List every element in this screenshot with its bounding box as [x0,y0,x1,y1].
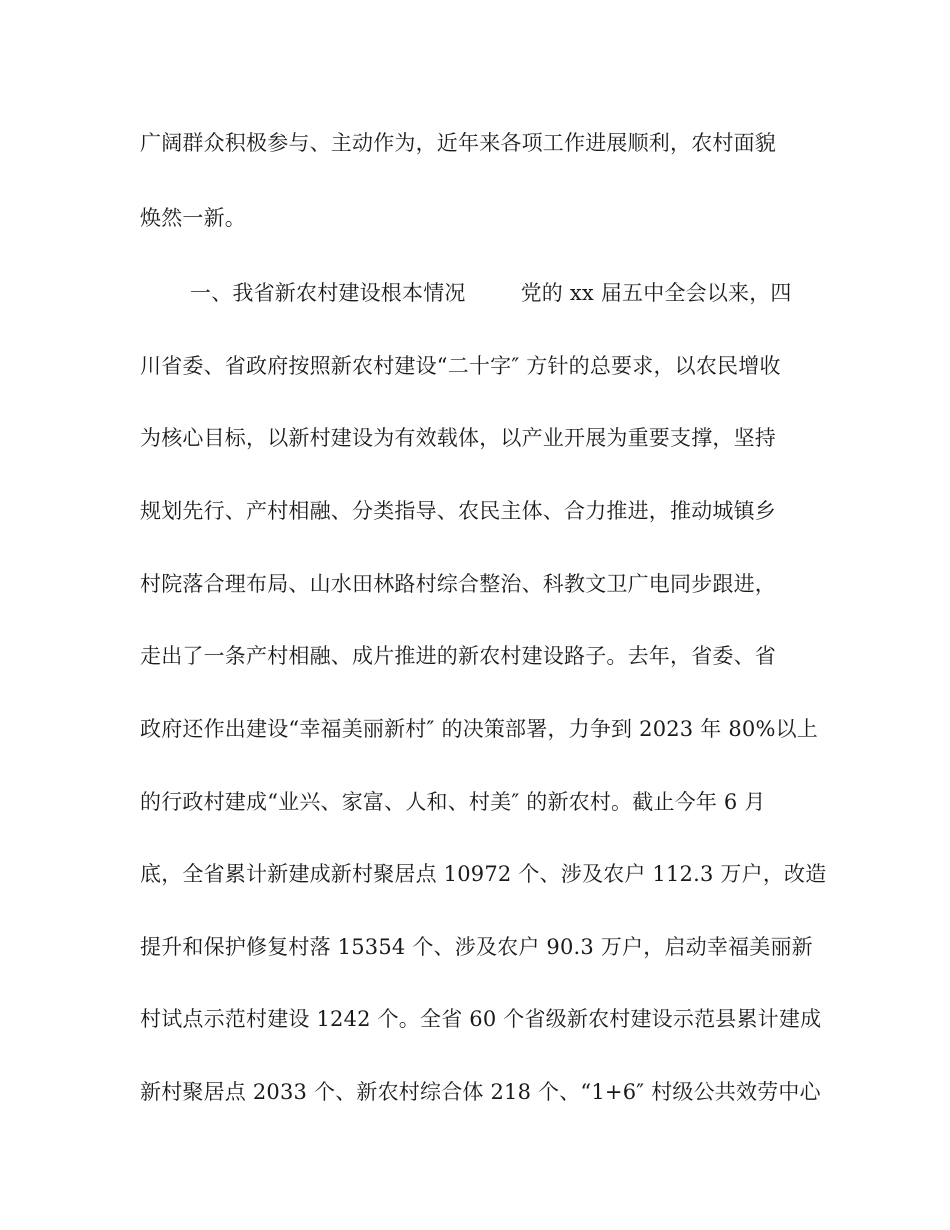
section-heading-line: 一、我省新农村建设根本情况 党的 xx 届五中全会以来，四 [190,281,792,305]
text-line-1: 广阔群众积极参与、主动作为，近年来各项工作进展顺利，农村面貌 [140,131,776,155]
text-line-6: 规划先行、产村相融、分类指导、农民主体、合力推进，推动城镇乡 [140,499,776,523]
text-line-8: 走出了一条产村相融、成片推进的新农村建设路子。去年，省委、省 [140,644,776,668]
text-line-5: 为核心目标，以新村建设为有效载体，以产业开展为重要支撑，坚持 [140,426,776,450]
text-line-2: 焕然一新。 [140,206,246,230]
text-line-9: 政府还作出建设“幸福美丽新村″ 的决策部署，力争到 2023 年 80%以上 [140,717,818,741]
text-line-13: 村试点示范村建设 1242 个。全省 60 个省级新农村建设示范县累计建成 [140,1007,822,1031]
text-line-14: 新村聚居点 2033 个、新农村综合体 218 个、“1+6″ 村级公共效劳中心 [140,1080,821,1104]
text-line-12: 提升和保护修复村落 15354 个、涉及农户 90.3 万户，启动幸福美丽新 [140,935,813,959]
text-line-7: 村院落合理布局、山水田林路村综合整治、科教文卫广电同步跟进， [140,572,776,596]
text-line-4: 川省委、省政府按照新农村建设“二十字″ 方针的总要求，以农民增收 [140,354,781,378]
text-line-10: 的行政村建成“业兴、家富、人和、村美″ 的新农村。截止今年 6 月 [140,790,766,814]
text-line-11: 底，全省累计新建成新村聚居点 10972 个、涉及农户 112.3 万户，改造 [140,862,827,886]
